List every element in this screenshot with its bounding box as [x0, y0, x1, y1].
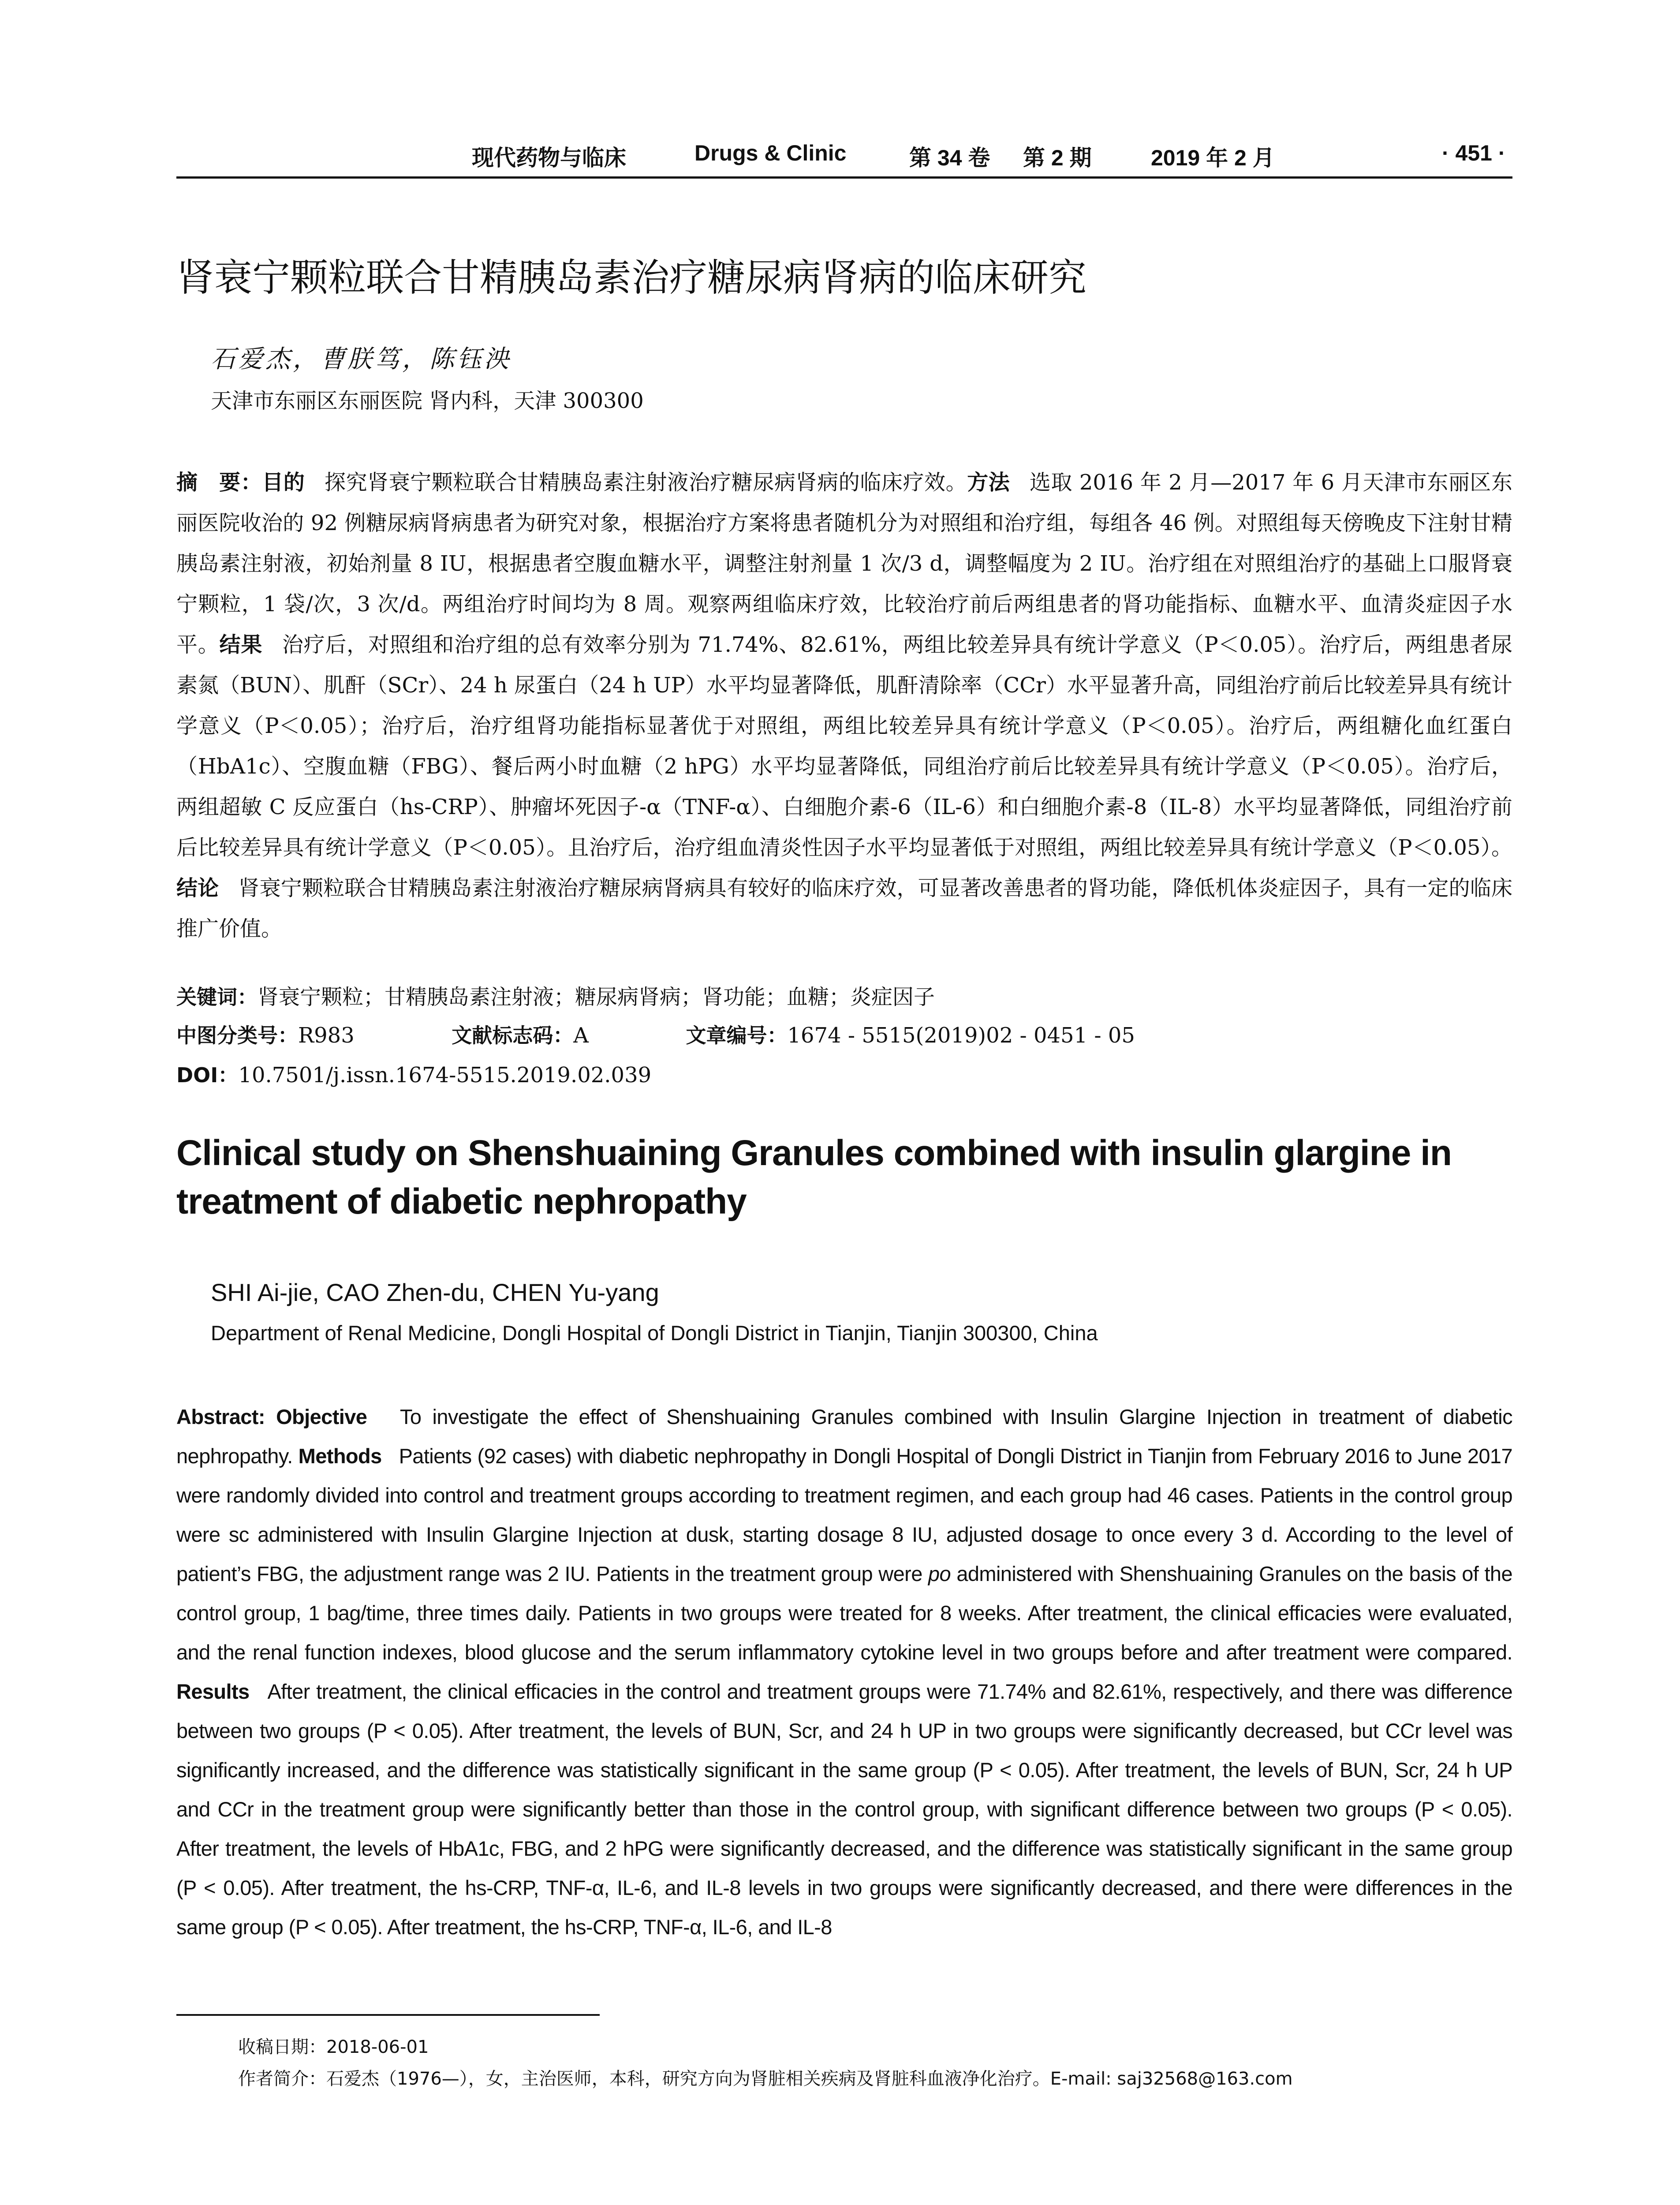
abstract-en: [176, 1397, 1512, 1947]
issue-label: 第 2 期: [1023, 146, 1092, 170]
methods-text-en-1: Patients (92 cases) with diabetic nephropathy in Dongli Hospital of Dongli District in Tianjin from February 2016 to June 2017 were randomly divided into control and treatment groups according to treatment regimen, and each group had 46 cases. Patients in the control group were sc administered with Insulin Glargine Injection at dusk, starting dosage 8 IU, adjusted dosage to once every 3 d. According to the level of patient’s FBG, the adjustment range was 2 IU. Patients in the treatment group were: [176, 1444, 1512, 1585]
methods-text-cn: 选取 2016 年 2 月—2017 年 6 月天津市东丽区东丽医院收治的 92 例糖尿病肾病患者为研究对象，根据治疗方案将患者随机分为对照组和治疗组，每组各 46 例。对照组每天傍晚皮下注射甘精胰岛素注射液，初始剂量 8 IU，根据患者空腹血糖水平，调整注射剂量 1 次/3 d，调整幅度为 2 IU。治疗组在对照组治疗的基础上口服肾衰宁颗粒，1 袋/次，3 次/d。两组治疗时间均为 8 周。观察两组临床疗效，比较治疗前后两组患者的肾功能指标、血糖水平、血清炎症因子水平。: [176, 470, 1512, 657]
conclusion-label-cn: 结论: [176, 876, 219, 901]
header-rule: [176, 176, 1512, 179]
results-text-cn: 治疗后，对照组和治疗组的总有效率分别为 71.74%、82.61%，两组比较差异具有统计学意义（P＜0.05）。治疗后，两组患者尿素氮（BUN）、肌酐（SCr）、24 h 尿蛋白（24 h UP）水平均显著降低，肌酐清除率（CCr）水平显著升高，同组治疗前后比较差异具有统计学意义（P＜0.05）；治疗后，治疗组肾功能指标显著优于对照组，两组比较差异具有统计学意义（P＜0.05）。治疗后，两组糖化血红蛋白（HbA1c）、空腹血糖（FBG）、餐后两小时血糖（2 hPG）水平均显著降低，同组治疗前后比较差异具有统计学意义（P＜0.05）。治疗后，两组超敏 C 反应蛋白（hs-CRP）、肿瘤坏死因子-α（TNF-α）、白细胞介素-6（IL-6）和白细胞介素-8（IL-8）水平均显著降低，同组治疗前后比较差异具有统计学意义（P＜0.05）。且治疗后，治疗组血清炎性因子水平均显著低于对照组，两组比较差异具有统计学意义（P＜0.05）。: [176, 632, 1512, 860]
methods-label-cn: 方法: [967, 470, 1010, 495]
clc-value: R983: [298, 1023, 355, 1048]
doc-code-value: A: [573, 1023, 589, 1048]
journal-name-cn: 现代药物与临床: [472, 146, 626, 170]
results-label-cn: 结果: [219, 632, 263, 657]
doi-line: [176, 1059, 651, 1088]
article-number-label: 文章编号：: [686, 1024, 788, 1047]
authors-cn: 石爱杰，曹朕笃，陈钰泱: [211, 345, 511, 374]
abstract-cn: [176, 462, 1512, 949]
keywords-text: 肾衰宁颗粒；甘精胰岛素注射液；糖尿病肾病；肾功能；血糖；炎症因子: [258, 985, 935, 1009]
journal-name-en: Drugs & Clinic: [694, 141, 847, 165]
issue-date: 2019 年 2 月: [1151, 146, 1275, 170]
title-cn: 肾衰宁颗粒联合甘精胰岛素治疗糖尿病肾病的临床研究: [176, 256, 1086, 300]
doi-value: 10.7501/j.issn.1674-5515.2019.02.039: [238, 1063, 652, 1088]
objective-label-en: Objective: [276, 1405, 367, 1428]
clc-label: 中图分类号：: [176, 1024, 298, 1047]
doc-code-label: 文献标志码：: [452, 1024, 574, 1047]
doi-label: DOI：: [176, 1063, 239, 1087]
author-bio: 作者简介：石爱杰（1976—），女，主治医师，本科，研究方向为肾脏相关疾病及肾脏科血液净化治疗。E-mail: saj32568@163.com: [238, 2069, 1293, 2089]
abstract-label-en: Abstract:: [176, 1405, 265, 1428]
abstract-label-cn: 摘 要：: [176, 470, 262, 495]
methods-label-en: Methods: [298, 1444, 382, 1468]
conclusion-text-cn: 肾衰宁颗粒联合甘精胰岛素注射液治疗糖尿病肾病具有较好的临床疗效，可显著改善患者的肾功能，降低机体炎症因子，具有一定的临床推广价值。: [176, 876, 1512, 941]
title-en: Clinical study on Shenshuaining Granules combined with insulin glargine in treatment of diabetic nephropathy: [176, 1133, 1452, 1222]
authors-en: SHI Ai-jie, CAO Zhen-du, CHEN Yu-yang: [211, 1278, 659, 1306]
methods-text-en-2: administered with Shenshuaining Granules on the basis of the control group, 1 bag/time, three times daily. Patients in two groups were treated for 8 weeks. After treatment, the clinical efficacies were evaluated, and the renal function indexes, blood glucose and the serum inflammatory cytokine level in two groups before and after treatment were compared.: [176, 1562, 1512, 1664]
methods-po-en: po: [928, 1562, 951, 1585]
affiliation-en: Department of Renal Medicine, Dongli Hospital of Dongli District in Tianjin, Tianjin 300300, China: [211, 1321, 1098, 1345]
keywords-label: 关键词：: [176, 985, 258, 1009]
objective-label-cn: 目的: [262, 470, 305, 495]
running-header: [176, 140, 1512, 171]
received-date: 收稿日期：2018-06-01: [238, 2037, 429, 2057]
page-number: · 451 ·: [1442, 141, 1506, 165]
footnote-rule: [176, 2014, 600, 2016]
objective-text-en: To investigate the effect of Shenshuaining Granules combined with Insulin Glargine Injection in treatment of diabetic nephropathy.: [176, 1405, 1512, 1468]
results-text-en: After treatment, the clinical efficacies in the control and treatment groups were 71.74% and 82.61%, respectively, and there was difference between two groups (P < 0.05). After treatment, the levels of BUN, Scr, and 24 h UP in two groups were significantly decreased, but CCr level was significantly increased, and the difference was statistically significant in the same group (P < 0.05). After treatment, the levels of BUN, Scr, 24 h UP and CCr in the treatment group were significantly better than those in the control group, with significant difference between two groups (P < 0.05). After treatment, the levels of HbA1c, FBG, and 2 hPG were significantly decreased, and the difference was statistically significant in the same group (P < 0.05). After treatment, the hs-CRP, TNF-α, IL-6, and IL-8 levels in two groups were significantly decreased, and there were differences in the same group (P < 0.05). After treatment, the hs-CRP, TNF-α, IL-6, and IL-8: [176, 1680, 1512, 1939]
volume-label: 第 34 卷: [909, 146, 990, 170]
objective-text-cn: 探究肾衰宁颗粒联合甘精胰岛素注射液治疗糖尿病肾病的临床疗效。: [324, 470, 967, 495]
results-label-en: Results: [176, 1680, 250, 1703]
keywords-line: [176, 980, 935, 1010]
affiliation-cn: 天津市东丽区东丽医院 肾内科，天津 300300: [211, 389, 644, 413]
article-number-value: 1674 - 5515(2019)02 - 0451 - 05: [787, 1023, 1135, 1048]
classification-line: [176, 1020, 1135, 1049]
